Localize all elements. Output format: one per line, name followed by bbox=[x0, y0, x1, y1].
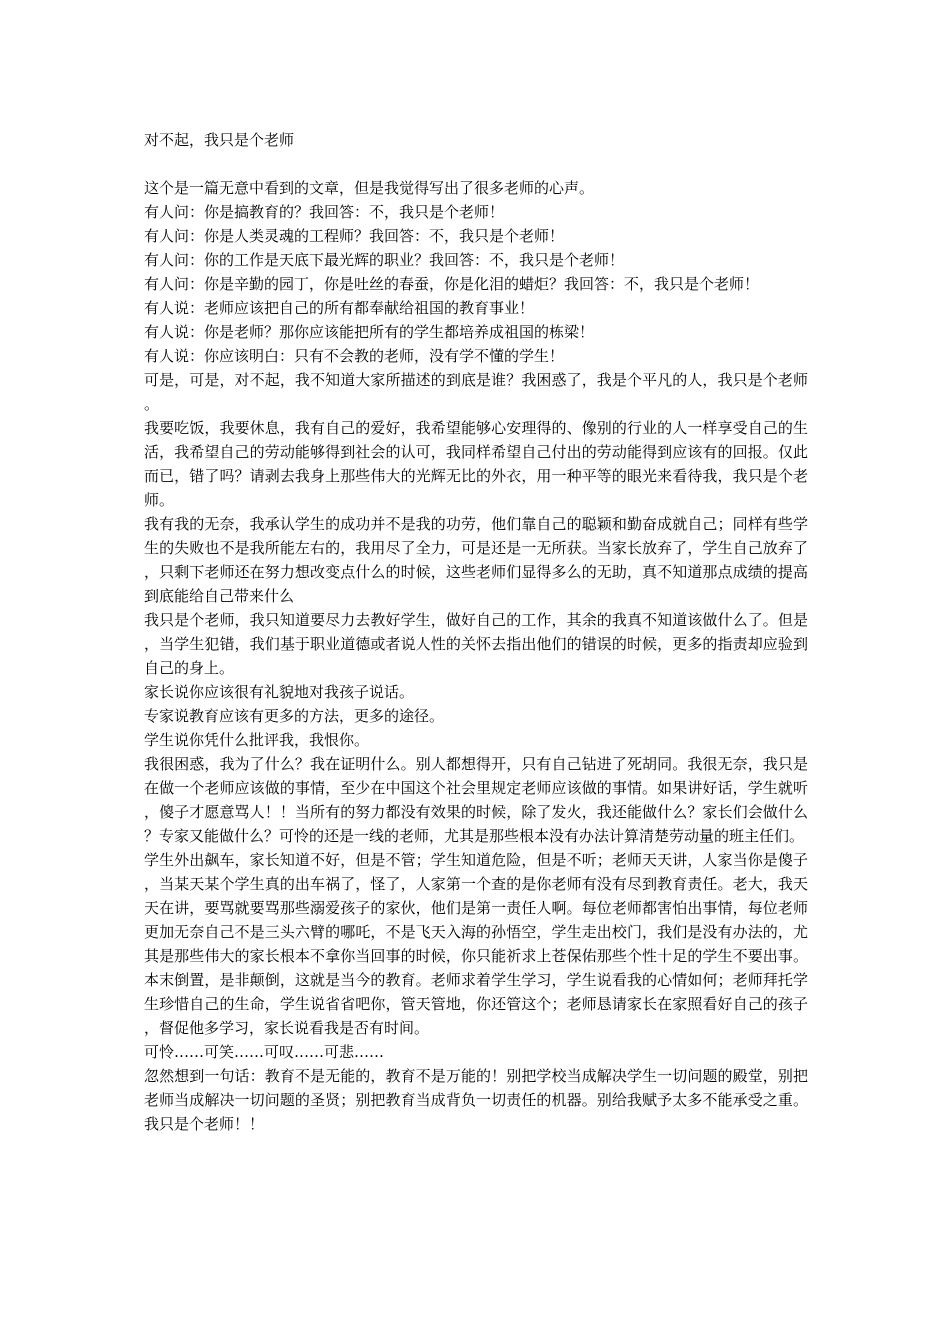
paragraph: 有人问：你是人类灵魂的工程师？我回答：不，我只是个老师！ bbox=[144, 227, 565, 245]
paragraph: 可是，可是，对不起，我不知道大家所描述的到底是谁？我困惑了，我是个平凡的人，我只是个老师。 bbox=[144, 371, 808, 413]
paragraph: 有人问：你是辛勤的园丁，你是吐丝的春蚕，你是化泪的蜡炬？我回答：不，我只是个老师！ bbox=[144, 275, 760, 293]
paragraph: 可怜……可笑……可叹……可悲…… bbox=[144, 1043, 385, 1061]
document-title: 对不起，我只是个老师 bbox=[144, 131, 295, 149]
paragraph: 有人说：你应该明白：只有不会教的老师，没有学不懂的学生！ bbox=[144, 347, 565, 365]
document-body bbox=[144, 128, 808, 1136]
paragraph: 学生说你凭什么批评我，我恨你。 bbox=[144, 731, 370, 749]
paragraph: 有人说：老师应该把自己的所有都奉献给祖国的教育事业！ bbox=[144, 299, 535, 317]
paragraph: 有人问：你是搞教育的？我回答：不，我只是个老师！ bbox=[144, 203, 505, 221]
paragraph: 忽然想到一句话：教育不是无能的，教育不是万能的！别把学校当成解决学生一切问题的殿堂，别把老师当成解决一切问题的圣贤；别把教育当成背负一切责任的机器。别给我赋予太多不能承受之重。我只是个老师！！ bbox=[144, 1067, 808, 1133]
paragraph: 我有我的无奈，我承认学生的成功并不是我的功劳，他们靠自己的聪颖和勤奋成就自己；同样有些学生的失败也不是我所能左右的，我用尽了全力，可是还是一无所获。当家长放弃了，学生自己放弃了，只剩下老师还在努力想改变点什么的时候，这些老师们显得多么的无助，真不知道那点成绩的提高到底能给自己带来什么 bbox=[144, 515, 808, 605]
paragraph: 有人问：你的工作是天底下最光辉的职业？我回答：不，我只是个老师！ bbox=[144, 251, 625, 269]
paragraph: 我要吃饭，我要休息，我有自己的爱好，我希望能够心安理得的、像别的行业的人一样享受自己的生活，我希望自己的劳动能够得到社会的认可，我同样希望自己付出的劳动能得到应该有的回报。仅此而已，错了吗？请剥去我身上那些伟大的光辉无比的外衣，用一种平等的眼光来看待我，我只是个老师。 bbox=[144, 419, 808, 509]
paragraph: 专家说教育应该有更多的方法，更多的途径。 bbox=[144, 707, 445, 725]
paragraph: 学生外出飙车，家长知道不好，但是不管；学生知道危险，但是不听；老师天天讲，人家当你是傻子，当某天某个学生真的出车祸了，怪了，人家第一个查的是你老师有没有尽到教育责任。老大，我天天在讲，要骂就要骂那些溺爱孩子的家伙，他们是第一责任人啊。每位老师都害怕出事情，每位老师更加无奈自己不是三头六臂的哪吒，不是飞天入海的孙悟空，学生走出校门，我们是没有办法的，尤其是那些伟大的家长根本不拿你当回事的时候，你只能祈求上苍保佑那些个性十足的学生不要出事。本末倒置，是非颠倒，这就是当今的教育。老师求着学生学习，学生说看我的心情如何；老师拜托学生珍惜自己的生命，学生说省省吧你，管天管地，你还管这个；老师恳请家长在家照看好自己的孩子，督促他多学习，家长说看我是否有时间。 bbox=[144, 851, 808, 1037]
paragraph: 家长说你应该很有礼貌地对我孩子说话。 bbox=[144, 683, 415, 701]
paragraph: 我很困惑，我为了什么？我在证明什么。别人都想得开，只有自己钻进了死胡同。我很无奈，我只是在做一个老师应该做的事情，至少在中国这个社会里规定老师应该做的事情。如果讲好话，学生就听，傻子才愿意骂人！！当所有的努力都没有效果的时候，除了发火，我还能做什么？家长们会做什么？专家又能做什么？可怜的还是一线的老师，尤其是那些根本没有办法计算清楚劳动量的班主任们。 bbox=[144, 755, 808, 845]
paragraph: 这个是一篇无意中看到的文章，但是我觉得写出了很多老师的心声。 bbox=[144, 179, 595, 197]
paragraph: 我只是个老师，我只知道要尽力去教好学生，做好自己的工作，其余的我真不知道该做什么了。但是，当学生犯错，我们基于职业道德或者说人性的关怀去指出他们的错误的时候，更多的指责却应验到自己的身上。 bbox=[144, 611, 808, 677]
paragraph: 有人说：你是老师？那你应该能把所有的学生都培养成祖国的栋梁！ bbox=[144, 323, 595, 341]
